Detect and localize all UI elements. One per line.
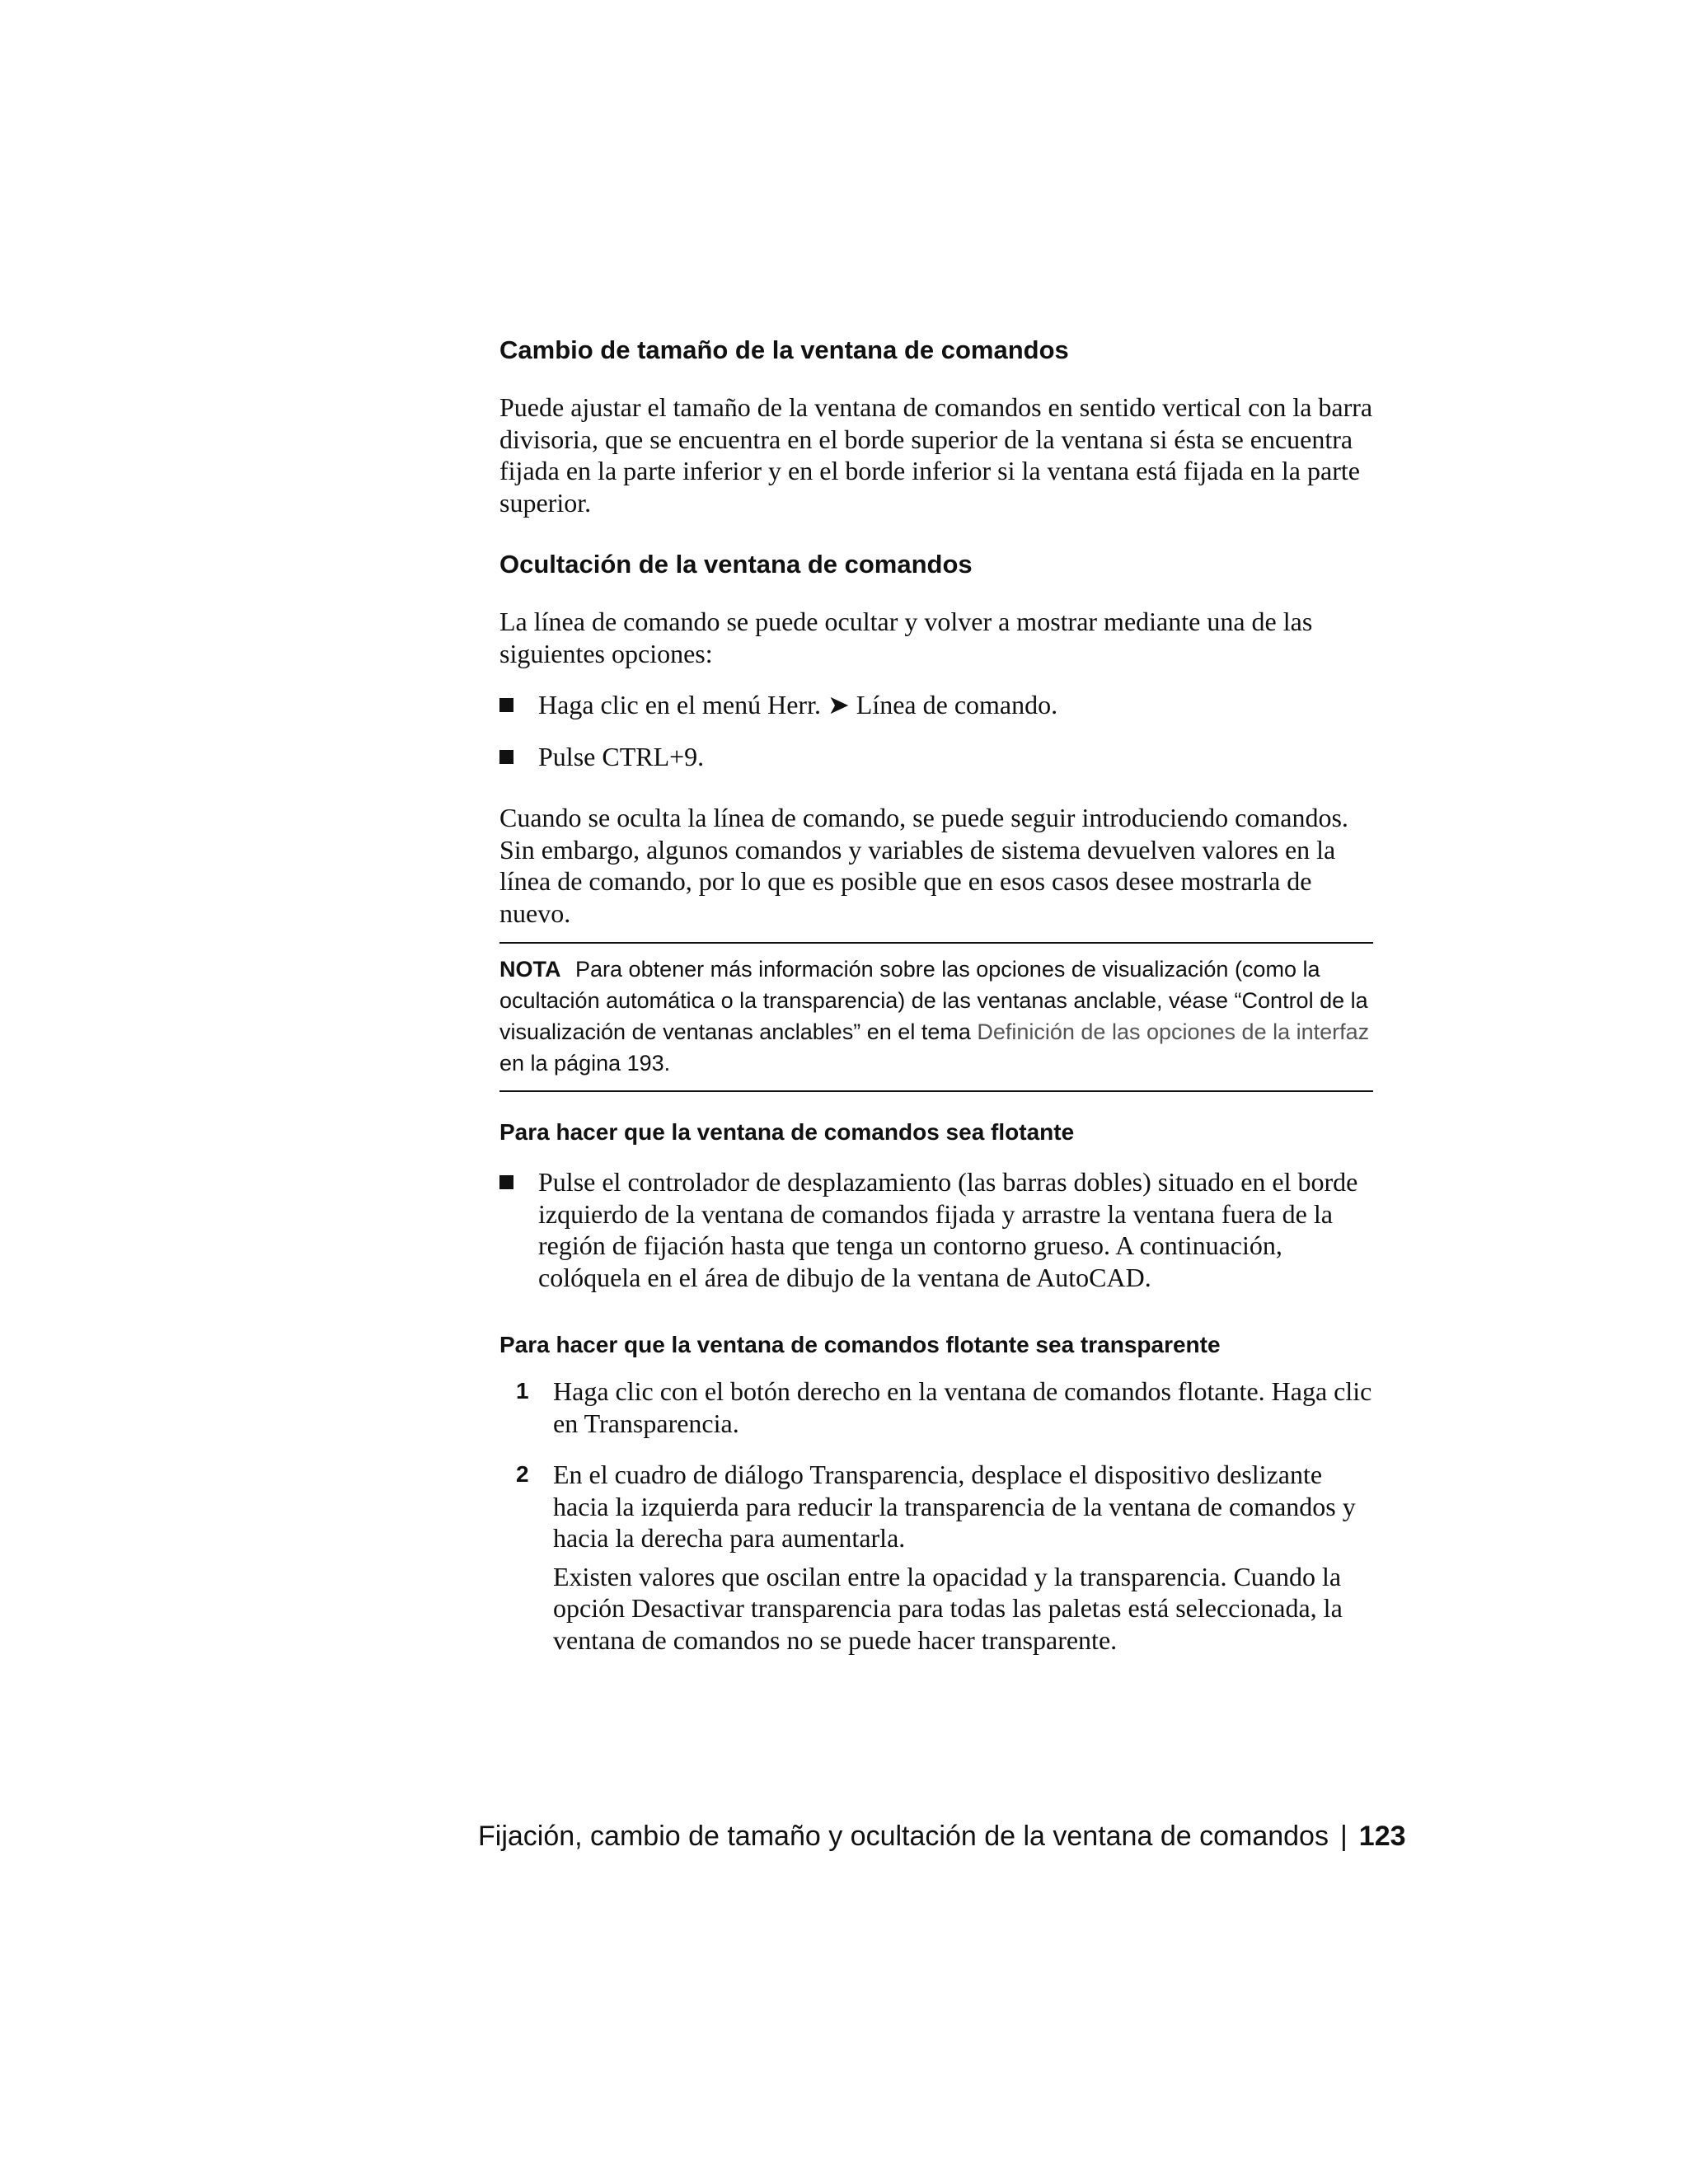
list-item — [499, 1166, 1373, 1293]
resize-paragraph: Puede ajustar el tamaño de la ventana de comandos en sentido vertical con la barra divisoria, que se encuentra en el borde superior de la ventana si ésta se encuentra fijada en la parte inferior y en el borde inferior si la ventana está fijada en la parte superior. — [499, 392, 1373, 518]
section-heading-hide: Ocultación de la ventana de comandos — [499, 550, 973, 579]
step-number: 1 — [516, 1378, 529, 1404]
procedure-heading-transparent: Para hacer que la ventana de comandos flotante sea transparente — [499, 1332, 1221, 1357]
page-content — [499, 334, 1373, 1656]
section-heading-resize: Cambio de tamaño de la ventana de comandos — [499, 335, 1069, 364]
square-bullet-icon — [499, 1175, 513, 1189]
square-bullet-icon — [499, 750, 513, 764]
note-label: NOTA — [499, 957, 561, 982]
step-number: 2 — [516, 1461, 529, 1487]
footer-separator: | — [1339, 1821, 1348, 1852]
footer-title: Fijación, cambio de tamaño y ocultación de la ventana de comandos — [478, 1821, 1329, 1852]
step-text: En el cuadro de diálogo Transparencia, desplace el dispositivo deslizante hacia la izquierda para reducir la transparencia de la ventana de comandos y hacia la derecha para aumentarla. — [553, 1460, 1356, 1553]
hide-intro-paragraph: La línea de comando se puede ocultar y volver a mostrar mediante una de las siguientes opciones: — [499, 607, 1313, 668]
float-steps-list — [499, 1166, 1373, 1293]
step-text: Haga clic con el botón derecho en la ventana de comandos flotante. Haga clic en Transparencia. — [553, 1376, 1372, 1438]
square-bullet-icon — [499, 698, 513, 712]
list-item-text: Pulse el controlador de desplazamiento (las barras dobles) situado en el borde izquierdo de la ventana de comandos fijada y arrastre la ventana fuera de la región de fijación hasta que tenga un contorno grueso. A continuación, colóquela en el área de dibujo de la ventana de AutoCAD. — [538, 1167, 1358, 1292]
page-number: 123 — [1358, 1821, 1406, 1852]
procedure-heading-float: Para hacer que la ventana de comandos sea flotante — [499, 1119, 1075, 1145]
page-footer — [478, 1817, 1406, 1855]
note-link[interactable]: Definición de las opciones de la interfaz — [977, 1019, 1370, 1044]
list-item-text: Haga clic en el menú Herr. ➤ Línea de comando. — [538, 690, 1058, 719]
note-suffix: en la página 193. — [499, 1051, 671, 1076]
numbered-step — [499, 1459, 1373, 1656]
note-text: Para obtener más información sobre las opciones de visualización (como la ocultación automática o la transparencia) de las ventanas anclable, véase “Control de la visualización de ventanas anclables” en el tema — [499, 957, 1368, 1044]
numbered-step — [499, 1376, 1373, 1439]
note-box — [499, 942, 1373, 1092]
step-extra-text: Existen valores que oscilan entre la opacidad y la transparencia. Cuando la opción Desactivar transparencia para todas las paletas está seleccionada, la ventana de comandos no se puede hacer transparente. — [553, 1561, 1343, 1655]
hide-details-paragraph: Cuando se oculta la línea de comando, se puede seguir introduciendo comandos. Sin embargo, algunos comandos y variables de sistema devuelven valores en la línea de comando, por lo que es posible que en esos casos desee mostrarla de nuevo. — [499, 803, 1348, 928]
list-item — [499, 689, 1373, 721]
transparent-steps-list — [499, 1376, 1373, 1656]
hide-options-list — [499, 689, 1373, 772]
list-item-text: Pulse CTRL+9. — [538, 741, 705, 771]
list-item — [499, 741, 1373, 773]
